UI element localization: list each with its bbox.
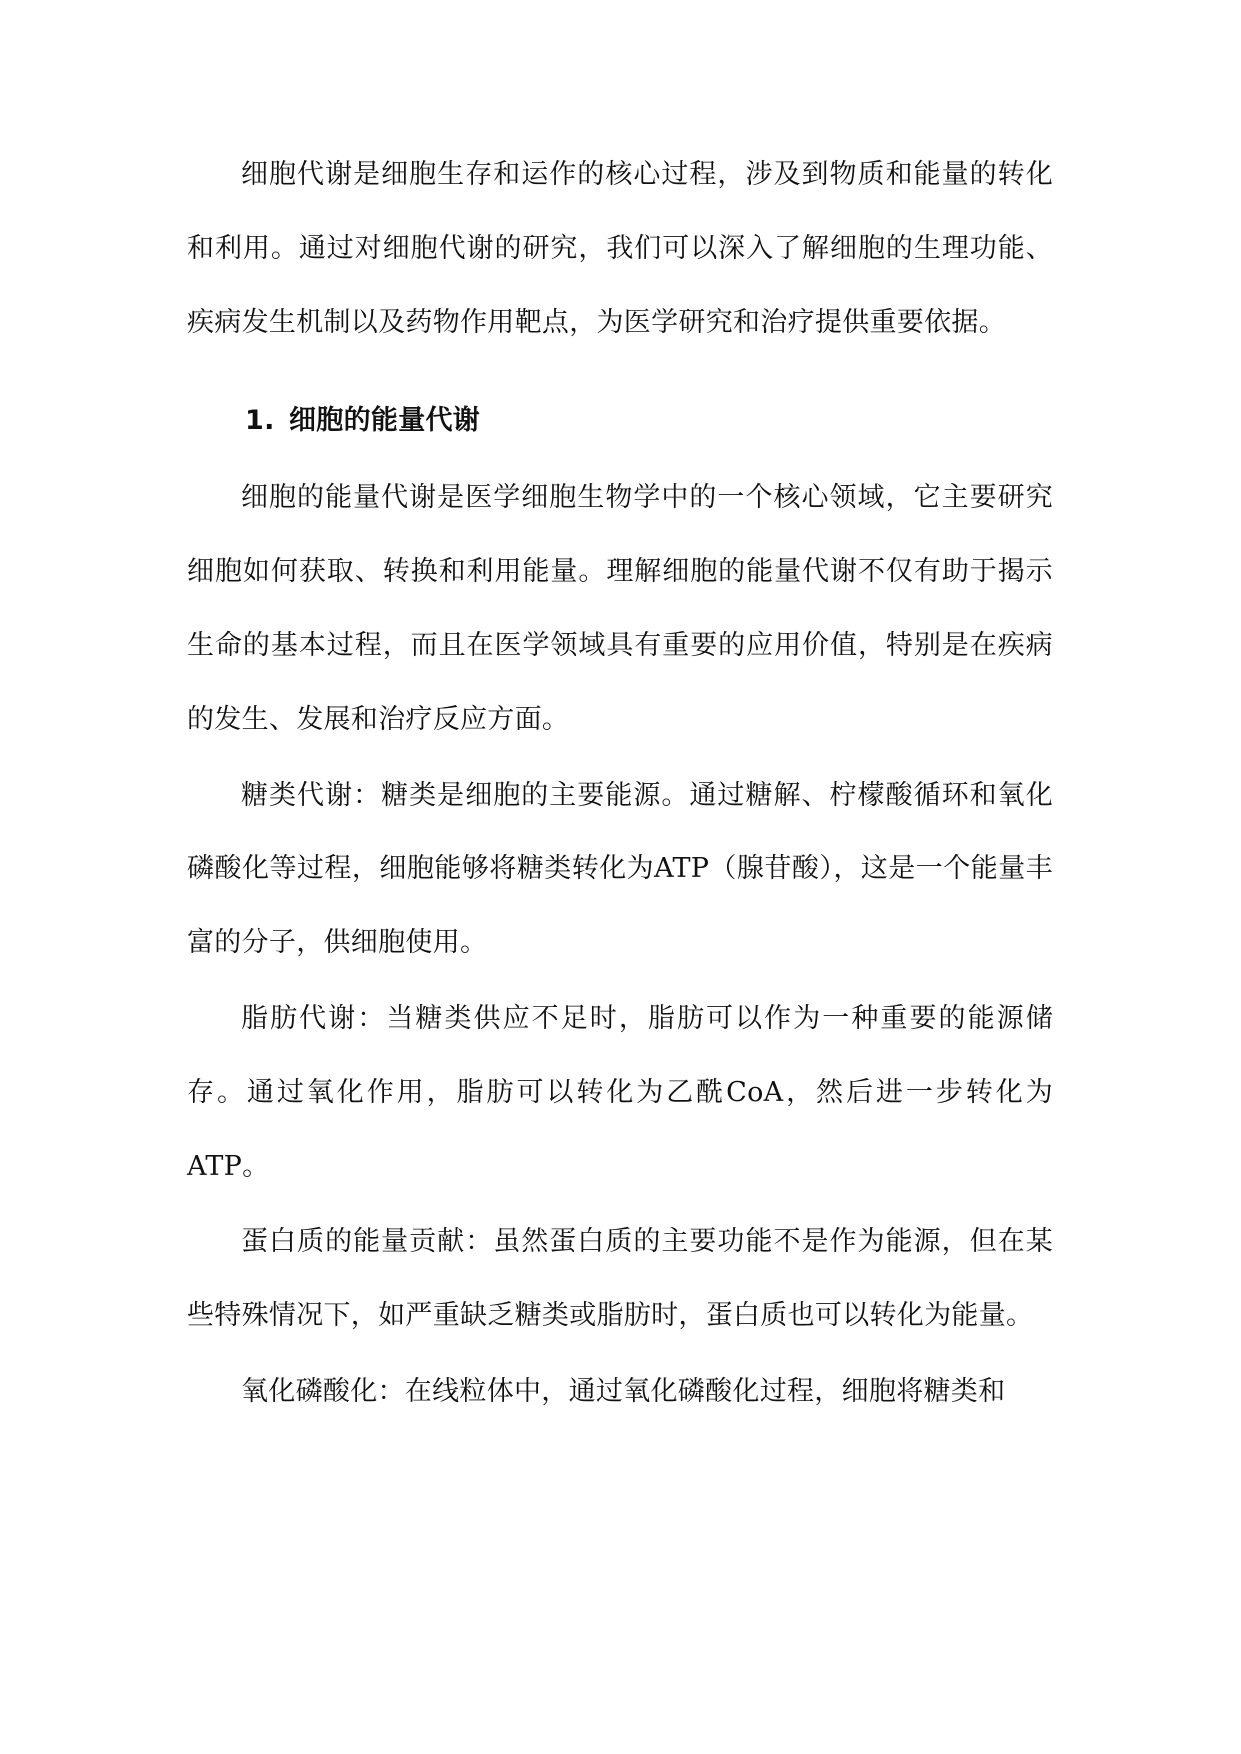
intro-paragraph: 细胞代谢是细胞生存和运作的核心过程，涉及到物质和能量的转化和利用。通过对细胞代谢的研究，我们可以深入了解细胞的生理功能、疾病发生机制以及药物作用靶点，为医学研究和治疗提供重要依据。 [187, 159, 1053, 338]
section-heading [187, 403, 1053, 439]
section-title: 细胞的能量代谢 [289, 405, 481, 437]
paragraph-fat-metabolism: 脂肪代谢：当糖类供应不足时，脂肪可以作为一种重要的能源储存。通过氧化作用，脂肪可以转化为乙酰CoA，然后进一步转化为ATP。 [187, 1002, 1053, 1182]
paragraph-carbohydrate-metabolism: 糖类代谢：糖类是细胞的主要能源。通过糖解、柠檬酸循环和氧化磷酸化等过程，细胞能够将糖类转化为ATP（腺苷酸），这是一个能量丰富的分子，供细胞使用。 [187, 779, 1053, 959]
document-body [187, 138, 1053, 1429]
paragraph-protein-energy: 蛋白质的能量贡献：虽然蛋白质的主要功能不是作为能源，但在某些特殊情况下，如严重缺乏糖类或脂肪时，蛋白质也可以转化为能量。 [187, 1226, 1053, 1332]
paragraph-oxidative-phosphorylation: 氧化磷酸化：在线粒体中，通过氧化磷酸化过程，细胞将糖类和 [241, 1375, 1006, 1407]
paragraph-energy-metabolism: 细胞的能量代谢是医学细胞生物学中的一个核心领域，它主要研究细胞如何获取、转换和利用能量。理解细胞的能量代谢不仅有助于揭示生命的基本过程，而且在医学领域具有重要的应用价值，特别是在疾病的发生、发展和治疗反应方面。 [187, 482, 1053, 735]
section-number: 1. [245, 405, 275, 437]
